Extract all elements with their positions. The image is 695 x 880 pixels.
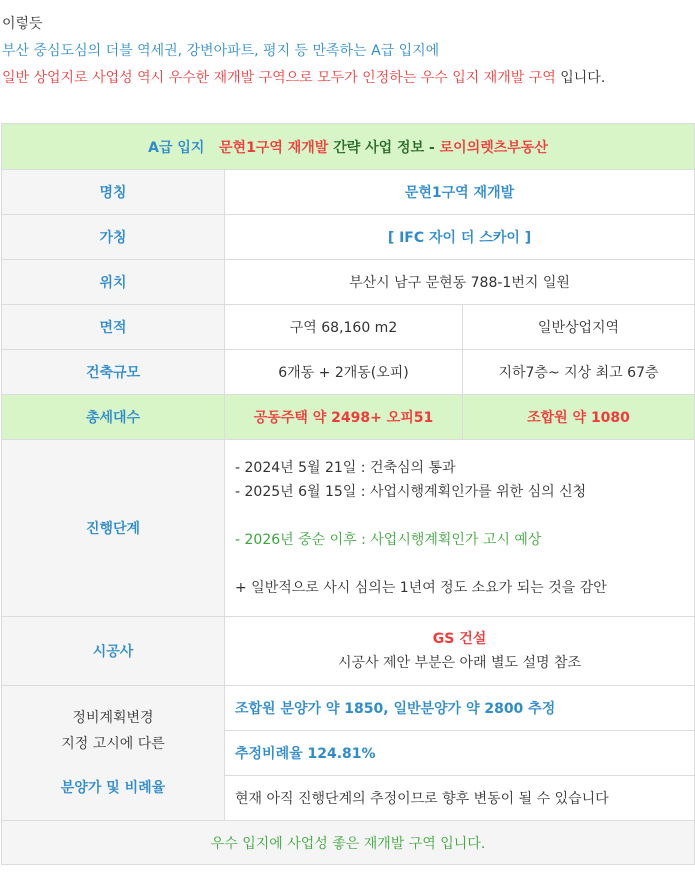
table-row <box>2 440 695 617</box>
alias-label: 가칭 <box>2 215 225 260</box>
contractor-label: 시공사 <box>2 617 225 686</box>
units-label: 총세대수 <box>2 395 225 440</box>
table-footer-row <box>2 821 695 865</box>
table-row <box>2 395 695 440</box>
progress-item: - 2026년 중순 이후 : 사업시행계획인가 고시 예상 <box>235 532 542 548</box>
alias-value: [ IFC 자이 더 스카이 ] <box>225 215 695 260</box>
intro-line-3 <box>2 68 605 88</box>
name-value: 문현1구역 재개발 <box>225 170 695 215</box>
scale-value: 6개동 + 2개동(오피) <box>225 350 463 395</box>
intro-line-2: 부산 중심도심의 더블 역세권, 강변아파트, 평지 등 만족하는 A급 입지에 <box>2 43 440 59</box>
units-value: 공동주택 약 2498+ 오피51 <box>225 395 463 440</box>
plan-note: 현재 아직 진행단계의 추정이므로 향후 변동이 될 수 있습니다 <box>225 776 695 821</box>
plan-label-line-1: 정비계획변경 <box>72 710 154 726</box>
table-row <box>2 617 695 686</box>
plan-price: 조합원 분양가 약 1850, 일반분양가 약 2800 추정 <box>225 686 695 731</box>
table-title <box>2 124 695 170</box>
units-members: 조합원 약 1080 <box>463 395 695 440</box>
footer-text: 우수 입지에 사업성 좋은 재개발 구역 입니다. <box>2 821 695 865</box>
title-agency: 로이의렛츠부동산 <box>439 139 548 156</box>
project-info-table <box>1 123 695 865</box>
area-zone: 일반상업지역 <box>463 305 695 350</box>
intro-line-3-highlight: 일반 상업지로 사업성 역시 우수한 재개발 구역으로 모두가 인정하는 우수 입지 재개발 구역 <box>2 70 556 86</box>
intro-line-3-tail: 입니다. <box>555 70 606 86</box>
progress-item: - 2024년 5월 21일 : 건축심의 통과 <box>235 460 456 476</box>
name-label: 명칭 <box>2 170 225 215</box>
table-row <box>2 260 695 305</box>
progress-label: 진행단계 <box>2 440 225 617</box>
progress-list <box>225 440 695 617</box>
table-row <box>2 215 695 260</box>
scale-floors: 지하7층~ 지상 최고 67층 <box>463 350 695 395</box>
table-row <box>2 305 695 350</box>
intro-line-1: 이렇듯 <box>2 16 43 32</box>
progress-item: + 일반적으로 사시 심의는 1년여 정도 소요가 되는 것을 감안 <box>235 580 607 596</box>
title-grade: A급 입지 <box>148 139 205 156</box>
table-row <box>2 686 695 731</box>
table-header-row <box>2 124 695 170</box>
title-info: 간략 사업 정보 - <box>333 139 435 156</box>
title-project-name: 문현1구역 재개발 <box>219 139 329 156</box>
area-label: 면적 <box>2 305 225 350</box>
plan-ratio: 추정비례율 124.81% <box>225 731 695 776</box>
contractor-cell <box>225 617 695 686</box>
plan-label <box>2 686 225 821</box>
location-value: 부산시 남구 문현동 788-1번지 일원 <box>225 260 695 305</box>
plan-label-line-3: 분양가 및 비례율 <box>60 780 166 796</box>
location-label: 위치 <box>2 260 225 305</box>
progress-item: - 2025년 6월 15일 : 사업시행계획인가를 위한 심의 신청 <box>235 484 587 500</box>
table-row <box>2 170 695 215</box>
contractor-name: GS 건설 <box>432 631 487 647</box>
area-value: 구역 68,160 m2 <box>225 305 463 350</box>
table-row <box>2 350 695 395</box>
contractor-note: 시공사 제안 부분은 아래 별도 설명 참조 <box>337 655 582 671</box>
scale-label: 건축규모 <box>2 350 225 395</box>
plan-label-line-2: 지정 고시에 다른 <box>61 736 165 752</box>
